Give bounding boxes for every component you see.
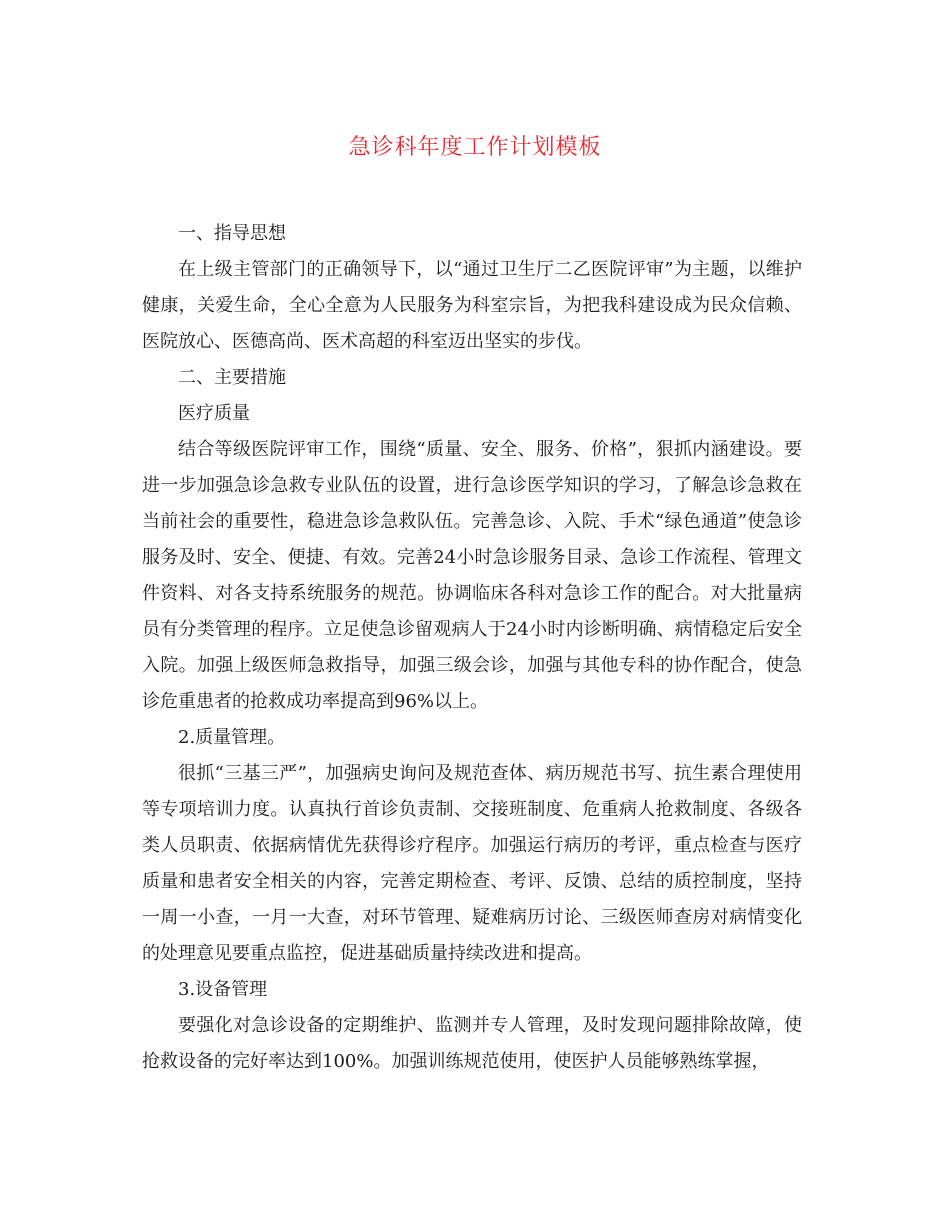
paragraph-medical-quality: 结合等级医院评审工作，围绕“质量、安全、服务、价格”，狠抓内涵建设。要进一步加强急诊急救专业队伍的设置，进行急诊医学知识的学习，了解急诊急救在当前社会的重要性，稳进急诊急救队伍。完善急诊、入院、手术“绿色通道”使急诊服务及时、安全、便捷、有效。完善24小时急诊服务目录、急诊工作流程、管理文件资料、对各支持系统服务的规范。协调临床各科对急诊工作的配合。对大批量病员有分类管理的程序。立足使急诊留观病人于24小时内诊断明确、病情稳定后安全入院。加强上级医师急救指导，加强三级会诊，加强与其他专科的协作配合，使急诊危重患者的抢救成功率提高到96%以上。 — [142, 439, 802, 712]
paragraph-equipment-management: 要强化对急诊设备的定期维护、监测并专人管理，及时发现问题排除故障，使抢救设备的完好率达到100%。加强训练规范使用，使医护人员能够熟练掌握， — [142, 1015, 802, 1072]
subheading-quality-management: 2.质量管理。 — [178, 727, 286, 748]
paragraph-quality-management: 很抓“三基三严”，加强病史询问及规范查体、病历规范书写、抗生素合理使用等专项培训力度。认真执行首诊负责制、交接班制度、危重病人抢救制度、各级各类人员职责、依据病情优先获得诊疗程序。加强运行病历的考评，重点检查与医疗质量和患者安全相关的内容，完善定期检查、考评、反馈、总结的质控制度，坚持一周一小查，一月一大查，对环节管理、疑难病历讨论、三级医师查房对病情变化的处理意见要重点监控，促进基础质量持续改进和提高。 — [142, 763, 802, 964]
paragraph-guiding-ideology: 在上级主管部门的正确领导下，以“通过卫生厅二乙医院评审”为主题，以维护健康，关爱生命，全心全意为人民服务为科室宗旨，为把我科建设成为民众信赖、医院放心、医德高尚、医术高超的科室迈出坚实的步伐。 — [142, 259, 802, 352]
heading-main-measures: 二、主要措施 — [178, 367, 286, 388]
document-title: 急诊科年度工作计划模板 — [348, 135, 602, 160]
heading-guiding-ideology: 一、指导思想 — [178, 223, 286, 244]
document-body — [142, 216, 802, 1080]
subheading-medical-quality: 医疗质量 — [178, 403, 250, 424]
subheading-equipment-management: 3.设备管理 — [178, 979, 268, 1000]
